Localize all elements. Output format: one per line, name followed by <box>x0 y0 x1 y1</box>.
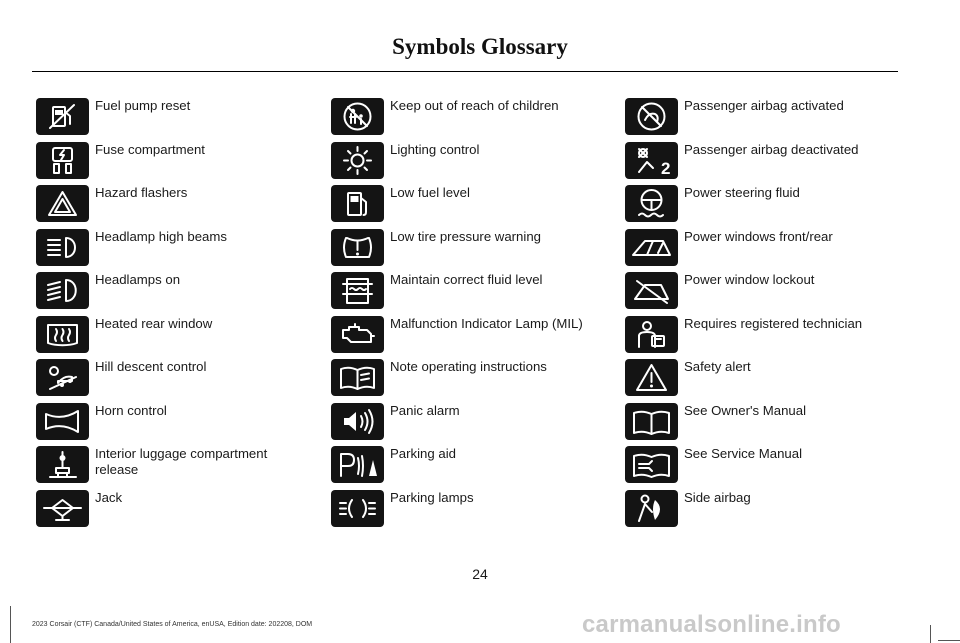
glossary-label: Side airbag <box>684 489 751 505</box>
registered-technician-icon <box>625 316 678 353</box>
service-manual-icon <box>625 446 678 483</box>
glossary-entry-lighting-control <box>331 140 611 184</box>
panic-alarm-icon <box>331 403 384 440</box>
glossary-entry-safety-alert <box>625 357 905 401</box>
glossary-label: See Owner's Manual <box>684 402 806 418</box>
owners-manual-icon <box>625 403 678 440</box>
glossary-entry-parking-aid <box>331 444 611 488</box>
keep-from-children-icon <box>331 98 384 135</box>
glossary-entry-power-windows-front-rear <box>625 227 905 271</box>
glossary-entry-parking-lamps <box>331 488 611 532</box>
edition-footer: 2023 Corsair (CTF) Canada/United States of America, enUSA, Edition date: 202208, DOM <box>32 621 313 628</box>
glossary-entry-interior-luggage-compartment-release <box>36 444 316 488</box>
glossary-label: Power windows front/rear <box>684 228 833 244</box>
glossary-entry-panic-alarm <box>331 401 611 445</box>
window-lockout-icon <box>625 272 678 309</box>
airbag-activated-icon <box>625 98 678 135</box>
glossary-label: Passenger airbag activated <box>684 98 844 113</box>
glossary-label: Fuse compartment <box>95 141 205 157</box>
symbol-column-2 <box>331 96 611 531</box>
glossary-entry-requires-registered-technician <box>625 314 905 358</box>
glossary-label: Requires registered technician <box>684 315 863 331</box>
glossary-label: Power window lockout <box>684 272 815 287</box>
power-windows-icon <box>625 229 678 266</box>
headlamps-on-icon <box>36 272 89 309</box>
parking-aid-icon <box>331 446 384 483</box>
glossary-label: Parking lamps <box>390 489 474 505</box>
glossary-entry-keep-out-of-reach-of-children <box>331 96 611 140</box>
glossary-label: Keep out of reach of children <box>390 98 559 113</box>
glossary-entry-fuse-compartment <box>36 140 316 184</box>
fuse-compartment-icon <box>36 142 89 179</box>
glossary-entry-passenger-airbag-deactivated <box>625 140 905 184</box>
glossary-entry-malfunction-indicator-lamp-mil <box>331 314 611 358</box>
glossary-label: Headlamps on <box>95 272 181 287</box>
glossary-entry-low-tire-pressure-warning <box>331 227 611 271</box>
glossary-label: Lighting control <box>390 141 480 157</box>
fuel-pump-reset-icon <box>36 98 89 135</box>
heated-rear-window-icon <box>36 316 89 353</box>
headlamp-high-beams-icon <box>36 229 89 266</box>
glossary-label: Power steering fluid <box>684 185 800 200</box>
glossary-entry-maintain-correct-fluid-level <box>331 270 611 314</box>
glossary-label: Malfunction Indicator Lamp (MIL) <box>390 315 583 331</box>
glossary-label: Low fuel level <box>390 185 470 200</box>
title-divider <box>32 71 898 72</box>
crop-mark <box>10 606 11 643</box>
glossary-entry-fuel-pump-reset <box>36 96 316 140</box>
page-number: 24 <box>472 566 488 582</box>
glossary-entry-see-owner-s-manual <box>625 401 905 445</box>
crop-mark <box>930 625 931 643</box>
power-steering-fluid-icon <box>625 185 678 222</box>
glossary-entry-headlamp-high-beams <box>36 227 316 271</box>
hill-descent-control-icon <box>36 359 89 396</box>
glossary-label: Interior luggage compartment release <box>95 446 268 477</box>
low-fuel-icon <box>331 185 384 222</box>
glossary-label: Hazard flashers <box>95 185 188 200</box>
glossary-label: Horn control <box>95 402 167 418</box>
glossary-label: Parking aid <box>390 446 456 461</box>
glossary-label: Passenger airbag deactivated <box>684 141 859 157</box>
glossary-entry-note-operating-instructions <box>331 357 611 401</box>
glossary-label: Jack <box>95 489 123 505</box>
parking-lamps-icon <box>331 490 384 527</box>
glossary-entry-jack <box>36 488 316 532</box>
side-airbag-icon <box>625 490 678 527</box>
safety-alert-icon <box>625 359 678 396</box>
luggage-release-icon <box>36 446 89 483</box>
glossary-label: Heated rear window <box>95 315 213 331</box>
symbol-column-1 <box>36 96 316 531</box>
glossary-entry-see-service-manual <box>625 444 905 488</box>
glossary-entry-power-window-lockout <box>625 270 905 314</box>
glossary-entry-power-steering-fluid <box>625 183 905 227</box>
glossary-label: Fuel pump reset <box>95 98 191 113</box>
watermark: carmanualsonline.info <box>582 611 841 638</box>
engine-mil-icon <box>331 316 384 353</box>
low-tire-pressure-icon <box>331 229 384 266</box>
glossary-entry-hazard-flashers <box>36 183 316 227</box>
svg-text:2: 2 <box>661 158 671 178</box>
glossary-label: Note operating instructions <box>390 359 547 374</box>
glossary-label: Headlamp high beams <box>95 228 227 244</box>
hazard-flashers-icon <box>36 185 89 222</box>
glossary-label: See Service Manual <box>684 446 803 461</box>
glossary-entry-hill-descent-control <box>36 357 316 401</box>
lighting-control-icon <box>331 142 384 179</box>
glossary-entry-low-fuel-level <box>331 183 611 227</box>
horn-control-icon <box>36 403 89 440</box>
glossary-entry-passenger-airbag-activated <box>625 96 905 140</box>
fluid-level-icon <box>331 272 384 309</box>
glossary-label: Low tire pressure warning <box>390 228 541 244</box>
glossary-label: Safety alert <box>684 359 751 374</box>
page-title: Symbols Glossary <box>392 34 568 59</box>
operating-instructions-icon <box>331 359 384 396</box>
glossary-entry-side-airbag <box>625 488 905 532</box>
jack-icon <box>36 490 89 527</box>
glossary-entry-heated-rear-window <box>36 314 316 358</box>
airbag-deactivated-icon <box>625 142 678 179</box>
glossary-label: Panic alarm <box>390 402 460 418</box>
glossary-entry-horn-control <box>36 401 316 445</box>
crop-mark <box>938 640 960 641</box>
glossary-entry-headlamps-on <box>36 270 316 314</box>
glossary-label: Maintain correct fluid level <box>390 272 543 287</box>
symbol-column-3 <box>625 96 905 531</box>
glossary-label: Hill descent control <box>95 359 207 374</box>
